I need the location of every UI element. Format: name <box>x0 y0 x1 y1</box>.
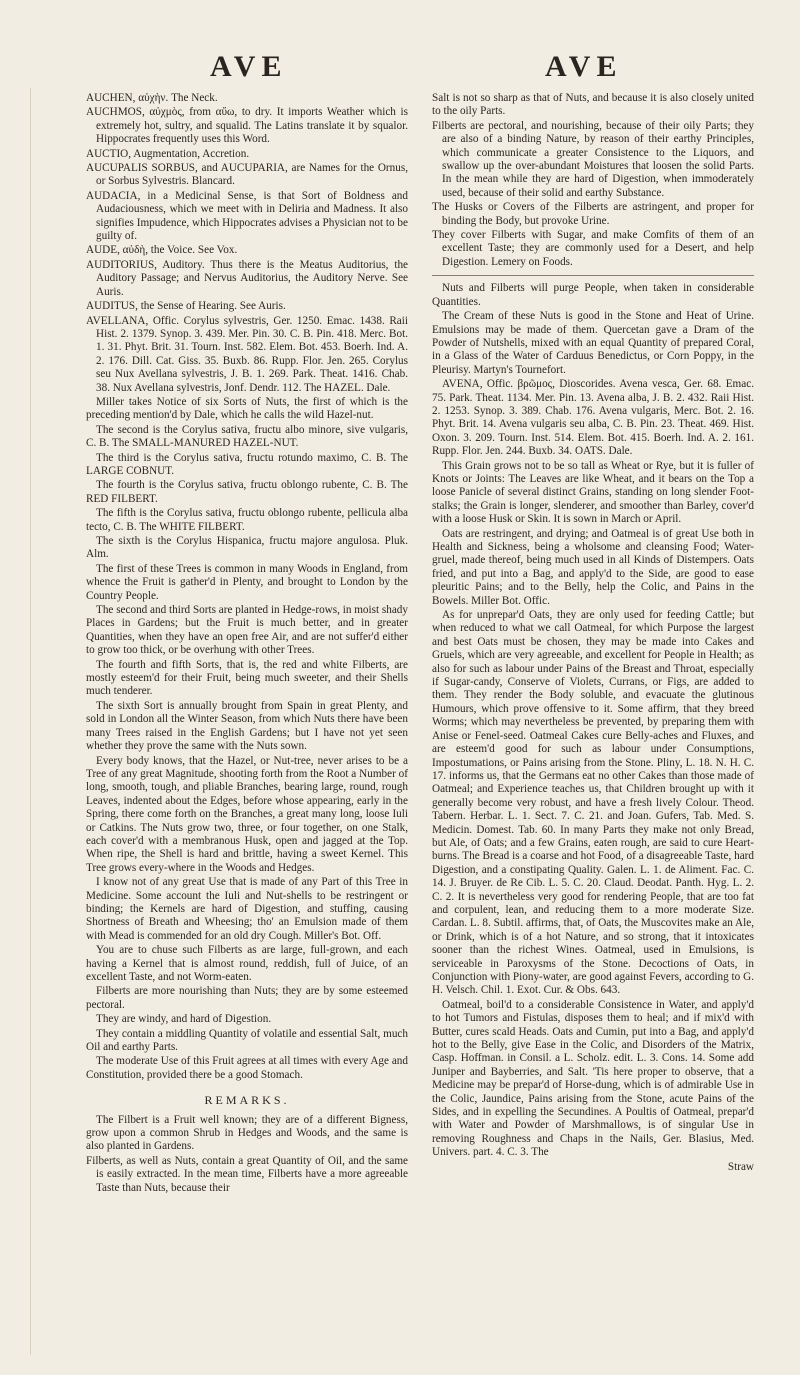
paragraph: Filberts are pectoral, and nourishing, because of their oily Parts; they are also of a binding Nature, by reason of their earthy Principles, which communicate a greater Consistence to the Liquors, and swallow up the over-abundant Moistures that loosen the solid Parts. In the mean while they are hard of Digestion, when immoderately used, because of their solid and earthy Substance. <box>432 119 754 199</box>
paragraph: Filberts, as well as Nuts, contain a great Quantity of Oil, and the same is easily extracted. In the mean time, Filberts have a more agreeable Taste than Nuts, because their <box>86 1154 408 1194</box>
paragraph: Miller takes Notice of six Sorts of Nuts, the first of which is the preceding mention'd by Dale, which he calls the wild Hazel-nut. <box>86 395 408 422</box>
running-head-right: AVE <box>545 50 623 83</box>
margin-shadow <box>30 88 31 1355</box>
running-head-left: AVE <box>210 50 288 83</box>
right-column <box>432 92 754 1196</box>
running-heads <box>78 50 760 90</box>
entry-auditus: AUDITUS, the Sense of Hearing. See Auris. <box>86 300 286 313</box>
paragraph: The fourth and fifth Sorts, that is, the red and white Filberts, are mostly esteem'd for their Fruit, being much sweeter, and their Shells much tenderer. <box>86 658 408 698</box>
entry-avellana: AVELLANA, Offic. Corylus sylvestris, Ger. 1250. Emac. 1438. Raii Hist. 2. 1379. Synop. 3. 439. Mer. Pin. 30. C. B. Pin. 418. Merc. Bot. 1. 31. Phyt. Brit. 31. Tourn. Inst. 582. Elem. Bot. 453. Boerh. Ind. A. 2. 176. Dill. Cat. Giss. 35. Buxb. 86. Rupp. Flor. Jen. 265. Corylus seu Nux Avellana sylvestris, J. B. 1. 269. Park. Theat. 1416. Chab. 38. Nux Avellana sylvestris, Jonf. Dendr. 112. The HAZEL. Dale. <box>86 314 408 394</box>
paragraph: Every body knows, that the Hazel, or Nut-tree, never arises to be a Tree of any great Magnitude, shooting forth from the Root a Number of long, smooth, tough, and pliable Branches, bearing large, round, rough Leaves, indented about the Edges, before whose appearing, early in the Spring, there come forth on the Branches, a great many long, loose Iuli or Catkins. The Nuts grow two, three, or four together, on one Stalk, each cover'd with a membranous Husk, open and jagged at the Top. When ripe, the Shell is hard and brittle, having a sweet Kernel. This Tree grows every-where in the Woods and Hedges. <box>86 754 408 874</box>
divider <box>432 275 754 276</box>
left-column <box>86 92 408 1196</box>
paragraph: The sixth Sort is annually brought from Spain in great Plenty, and sold in London all the Winter Season, from which Nuts there have been many Trees raised in the English Gardens; but I have not yet seen whether they prove the same with the Nuts sown. <box>86 699 408 753</box>
entry-auchmos: AUCHMOS, αὐχμὸς, from αὔω, to dry. It imports Weather which is extremely hot, sultry, and squalid. The Latins translate it by squalor. Hippocrates frequently uses this Word. <box>86 106 408 146</box>
entry-aude: AUDE, αὐδὴ, the Voice. See Vox. <box>86 244 238 257</box>
paragraph: The fifth is the Corylus sativa, fructu oblongo rubente, pellicula alba tecto, C. B. The WHITE FILBERT. <box>86 507 408 533</box>
catchword: Straw <box>727 1160 754 1173</box>
entry-auctio: AUCTIO, Augmentation, Accretion. <box>86 147 250 160</box>
entry-auchen: AUCHEN, αὐχὴν. The Neck. <box>86 92 218 104</box>
paragraph: The Husks or Covers of the Filberts are astringent, and proper for binding the Body, but provoke Urine. <box>432 201 754 227</box>
paragraph: The second and third Sorts are planted in Hedge-rows, in moist shady Places in Gardens; but the Fruit is much better, and in greater Quantities, when they have an open free Air, and are not suffer'd either to grow too thick, or be overhung with other Trees. <box>86 604 408 657</box>
entry-avena: AVENA, Offic. βρῶμος, Dioscorides. Avena vesca, Ger. 68. Emac. 75. Park. Theat. 1134. Mer. Pin. 13. Avena alba, J. B. 2. 432. Raii Hist. 2. 1253. Synop. 3. 389. Chab. 176. Avena vulgaris, Merc. Bot. 2. 16. Phyt. Brit. 14. Avena vulgaris seu alba, C. B. Pin. 23. Theat. 469. Hist. Oxon. 3. 209. Tourn. Inst. 514. Elem. Bot. 415. Boerh. Ind. A. 2. 161. Rupp. Flor. Jen. 244. Buxb. 34. OATS. Dale. <box>432 378 754 458</box>
paragraph: The Filbert is a Fruit well known; they are of a different Bigness, grow upon a common Shrub in Hedges and Woods, and the same is also planted in Gardens. <box>86 1113 408 1153</box>
paragraph: Nuts and Filberts will purge People, when taken in considerable Quantities. <box>432 282 754 308</box>
paragraph: The fourth is the Corylus sativa, fructu oblongo rubente, C. B. The RED FILBERT. <box>86 479 408 505</box>
paragraph: The second is the Corylus sativa, fructu albo minore, sive vulgaris, C. B. The SMALL-MANURED HAZEL-NUT. <box>86 423 408 450</box>
entry-audacia: AUDACIA, in a Medicinal Sense, is that Sort of Boldness and Audaciousness, which we meet with in Deliria and Madness. It also signifies Impudence, which Hippocrates advises a Physician not to be guilty of. <box>86 189 408 243</box>
paragraph: The third is the Corylus sativa, fructu rotundo maximo, C. B. The LARGE COBNUT. <box>86 451 408 477</box>
remarks-heading: REMARKS. <box>204 1093 290 1108</box>
paragraph: As for unprepar'd Oats, they are only used for feeding Cattle; but when reduced to what we call Oatmeal, for which Purpose the largest and best Oats must be chosen, they may be made into Cakes and Gruels, which are very agreeable, and excellent for People in Health; as also for such as labour under Pains of the Breast and Throat, especially if Sugar-candy, Conserve of Violets, Currans, or Figs, are added to them. They render the Body soluble, and evacuate the glutinous Humours, which prove offensive to it. Some affirm, that they breed Worms; which may nevertheless be prevented, by preparing them with Anise or Fenel-seed. Oatmeal Cakes cure Belly-aches and Fluxes, and are esteem'd good for such as labour under Consumptions, Impostumations, or Pains arising from the Stone. Pliny, L. 18. N. H. C. 17. informs us, that the Germans eat no other Cakes than those made of Oatmeal; and Experience teaches us, that Children brought up with it generally become very robust, and have a fresh lively Colour. Theod. Tabern. Herbar. L. 1. Sect. 7. C. 21. and Joan. Gufers, Tab. Med. S. Medicin. Domest. Tab. 60. In many Parts they make not only Bread, but Ale, of Oats; and a few Grains, eaten rough, are said to cure Heart-burns. The Bread is a coarse and hot Food, of a disagreeable Taste, hard Digestion, and a constipating Quality. Galen. L. 1. de Aliment. Fac. C. 14. J. Bruyer. de Re Cib. L. 5. C. 20. Claud. Deodat. Panth. Hyg. L. 2. C. 2. It is nevertheless very good for rendering People, that are too fat and corpulent, lean, and reducing them to a more moderate Size. Cardan. L. 8. Subtil. affirms, that, of Oats, the Muscovites make an Ale, or Drink, which is of a hot Nature, and so strong, that it intoxicates sooner than the richest Wines. Oatmeal, used in Emulsions, is serviceable in Paroxysms of the Stone. Decoctions of Oats, in Conjunction with Piony-water, are good against Fevers, according to G. H. Velsch. Chil. 1. Exot. Cur. & Obs. 643. <box>432 609 754 997</box>
paragraph: Salt is not so sharp as that of Nuts, and because it is also closely united to the oily Parts. <box>432 92 754 118</box>
paragraph: The moderate Use of this Fruit agrees at all times with every Age and Constitution, provided there be a good Stomach. <box>86 1055 408 1081</box>
paragraph: I know not of any great Use that is made of any Part of this Tree in Medicine. Some account the Iuli and Nut-shells to be restringent or binding; the Kernels are hard of Digestion, and stuffing, causing Shortness of Breath and Wheesing; tho' an Emulsion made of them with Mead is commended for an old dry Cough. Miller's Bot. Off. <box>86 876 408 942</box>
paragraph: The first of these Trees is common in many Woods in England, from whence the Fruit is gather'd in Plenty, and brought to London by the Country People. <box>86 562 408 602</box>
columns <box>86 92 754 1196</box>
paragraph: The Cream of these Nuts is good in the Stone and Heat of Urine. Emulsions may be made of them. Quercetan gave a Dram of the Powder of Nutshells, mixed with an equal Quantity of prepared Coral, in a Glass of the Water of Carduus Benedictus, or Corn Poppy, in the Pleurisy. Martyn's Tournefort. <box>432 310 754 376</box>
paragraph: This Grain grows not to be so tall as Wheat or Rye, but it is fuller of Knots or Joints: The Leaves are like Wheat, and it bears on the Top a loose Panicle of several distinct Grains, standing on long slender Foot-stalks; the Grain is longer, slenderer, and smoother than Barley, cover'd with a loose Husk or Skin. It is sown in March or April. <box>432 459 754 526</box>
entry-aucupalis: AUCUPALIS SORBUS, and AUCUPARIA, are Names for the Ornus, or Sorbus Sylvestris. Blancard. <box>86 162 408 188</box>
paragraph: They contain a middling Quantity of volatile and essential Salt, much Oil and earthy Parts. <box>86 1027 408 1054</box>
paragraph: They are windy, and hard of Digestion. <box>96 1013 272 1026</box>
paragraph: The sixth is the Corylus Hispanica, fructu majore angulosa. Pluk. Alm. <box>86 535 408 561</box>
entry-auditorius: AUDITORIUS, Auditory. Thus there is the Meatus Auditorius, the Auditory Passage; and Nervus Auditorius, the Auditory Nerve. See Auris. <box>86 258 408 298</box>
paragraph: Oatmeal, boil'd to a considerable Consistence in Water, and apply'd to hot Tumors and Fistulas, disposes them to heal; and if mix'd with Butter, cures scald Heads. Oats and Cumin, put into a Bag, and apply'd hot to the Belly, give Ease in the Colic, and Disorders of the Matrix, Casp. Hoffman. in Consil. a L. Scholz. edit. L. 3. Cons. 14. Some add Juniper and Bayberries, and Salt. 'Tis here proper to observe, that a Medicine may be prepar'd of Horse-dung, which is of admirable Use in the Colic, Jaundice, Pains arising from the Stone, acute Pains of the Sides, and in expelling the Secundines. A Poultis of Oatmeal, prepar'd with Water and Powder of Marshmallows, is of singular Use in removing Roughness and Chaps in the Nails, Ger. Blasius, Med. Univers. part. 4. C. 3. The <box>432 998 754 1159</box>
paragraph: Filberts are more nourishing than Nuts; they are by some esteemed pectoral. <box>86 985 408 1011</box>
paragraph: They cover Filberts with Sugar, and make Comfits of them of an excellent Taste; they are commonly used for a Desert, and help Digestion. Lemery on Foods. <box>432 229 754 268</box>
paragraph: Oats are restringent, and drying; and Oatmeal is of great Use both in Health and Sickness, being a wholsome and cleansing Food; Water-gruel, made thereof, being much used in all Kinds of Distempers. Oats fried, and put into a Bag, and apply'd to the Side, are good to ease pleuritic Pains; and to the Belly, help the Colic, and Pains in the Bowels. Miller Bot. Offic. <box>432 527 754 607</box>
paragraph: You are to chuse such Filberts as are large, full-grown, and each having a Kernel that is almost round, reddish, full of Juice, of an excellent Taste, and not Worm-eaten. <box>86 944 408 983</box>
